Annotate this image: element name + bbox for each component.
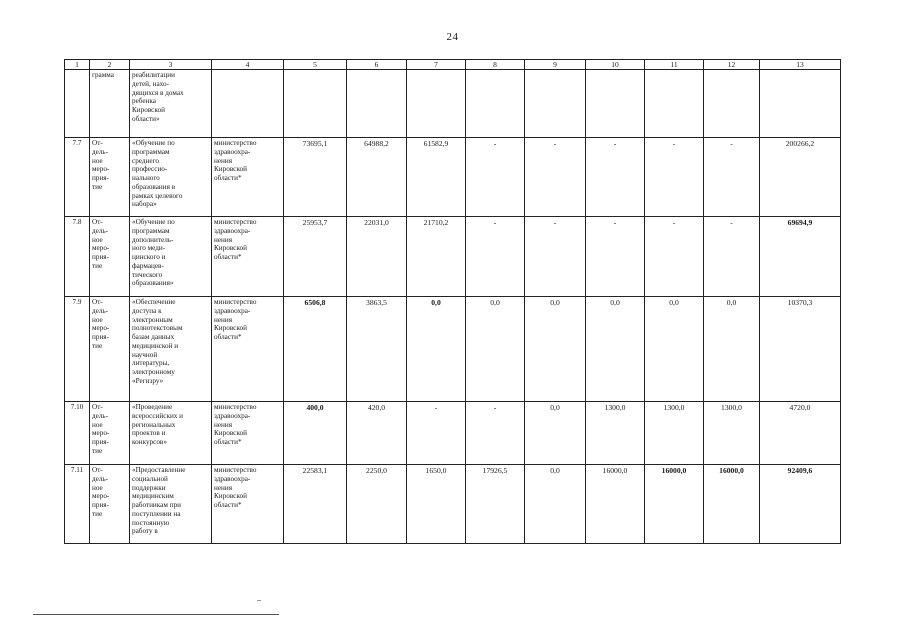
value-cell: 22031,0: [347, 217, 407, 297]
item-type-cell: От- дель- ное меро- прия- тие: [90, 217, 130, 297]
value-cell: 0,0: [525, 465, 586, 544]
item-number-cell: 7.7: [65, 138, 90, 217]
value-cell: 16000,0: [645, 465, 704, 544]
item-number-cell: 7.11: [65, 465, 90, 544]
value-cell: -: [466, 217, 525, 297]
footnote-separator: [33, 614, 279, 615]
value-cell: -: [525, 138, 586, 217]
table-body: [65, 70, 841, 544]
page-number: 24: [446, 31, 459, 43]
value-cell: [760, 70, 841, 138]
item-type-cell: От- дель- ное меро- прия- тие: [90, 297, 130, 402]
value-cell: 22583,1: [284, 465, 347, 544]
value-cell: [525, 70, 586, 138]
executor-cell: министерство здравоохра- нения Кировской области*: [212, 138, 284, 217]
value-cell: -: [407, 402, 466, 465]
column-header: 6: [347, 60, 407, 70]
column-header: 12: [704, 60, 760, 70]
value-cell: [704, 70, 760, 138]
executor-cell: министерство здравоохра- нения Кировской области*: [212, 465, 284, 544]
item-name-cell: «Предоставление социальной поддержки медицинским работникам при поступлении на постоянную работу в: [130, 465, 212, 544]
value-cell: -: [704, 138, 760, 217]
item-number-cell: 7.9: [65, 297, 90, 402]
value-cell: [645, 70, 704, 138]
table-row: [65, 402, 841, 465]
value-cell: 73695,1: [284, 138, 347, 217]
item-type-cell: От- дель- ное меро- прия- тие: [90, 138, 130, 217]
value-cell: [407, 70, 466, 138]
value-cell: -: [704, 217, 760, 297]
value-cell: 0,0: [466, 297, 525, 402]
column-header: 7: [407, 60, 466, 70]
column-header: 2: [90, 60, 130, 70]
value-cell: 1300,0: [645, 402, 704, 465]
item-number-cell: [65, 70, 90, 138]
executor-cell: министерство здравоохра- нения Кировской области*: [212, 217, 284, 297]
value-cell: 6506,8: [284, 297, 347, 402]
item-type-cell: От- дель- ное меро- прия- тие: [90, 465, 130, 544]
value-cell: 21710,2: [407, 217, 466, 297]
column-number-row: [65, 60, 841, 70]
table-row: [65, 297, 841, 402]
value-cell: [466, 70, 525, 138]
value-cell: 200266,2: [760, 138, 841, 217]
item-name-cell: «Проведение всероссийских и региональных проектов и конкурсов»: [130, 402, 212, 465]
value-cell: 0,0: [407, 297, 466, 402]
value-cell: -: [466, 138, 525, 217]
value-cell: 17926,5: [466, 465, 525, 544]
table-row: [65, 217, 841, 297]
value-cell: 16000,0: [586, 465, 645, 544]
value-cell: 1650,0: [407, 465, 466, 544]
table-row: [65, 70, 841, 138]
value-cell: 0,0: [704, 297, 760, 402]
column-header: 4: [212, 60, 284, 70]
value-cell: 3863,5: [347, 297, 407, 402]
value-cell: -: [466, 402, 525, 465]
executor-cell: [212, 70, 284, 138]
value-cell: 64988,2: [347, 138, 407, 217]
value-cell: [347, 70, 407, 138]
value-cell: 2250,0: [347, 465, 407, 544]
value-cell: 16000,0: [704, 465, 760, 544]
item-type-cell: грамма: [90, 70, 130, 138]
value-cell: 4720,0: [760, 402, 841, 465]
item-type-cell: От- дель- ное меро- прия- тие: [90, 402, 130, 465]
column-header: 5: [284, 60, 347, 70]
value-cell: [586, 70, 645, 138]
value-cell: 0,0: [586, 297, 645, 402]
column-header: 11: [645, 60, 704, 70]
value-cell: 10370,3: [760, 297, 841, 402]
item-name-cell: «Обучение по программам среднего профессио- нального образования в рамках целевого набора»: [130, 138, 212, 217]
scan-mark: [257, 600, 261, 601]
column-header: 9: [525, 60, 586, 70]
value-cell: -: [586, 138, 645, 217]
value-cell: 1300,0: [704, 402, 760, 465]
budget-table: [64, 59, 841, 544]
value-cell: -: [525, 217, 586, 297]
item-name-cell: реабилитации детей, нахо- дящихся в домах ребенка Кировской области»: [130, 70, 212, 138]
value-cell: 0,0: [525, 297, 586, 402]
column-header: 13: [760, 60, 841, 70]
value-cell: 0,0: [645, 297, 704, 402]
item-number-cell: 7.10: [65, 402, 90, 465]
value-cell: 1300,0: [586, 402, 645, 465]
table-row: [65, 138, 841, 217]
item-name-cell: «Обучение по программам дополнитель- ного меди- цинского и фармацев- тического образования»: [130, 217, 212, 297]
value-cell: 69694,9: [760, 217, 841, 297]
executor-cell: министерство здравоохра- нения Кировской области*: [212, 297, 284, 402]
item-name-cell: «Обеспечение доступа к электронным полнотекстовым базам данных медицинской и научной литературы, электронному «Регизру»: [130, 297, 212, 402]
value-cell: 0,0: [525, 402, 586, 465]
executor-cell: министерство здравоохра- нения Кировской области*: [212, 402, 284, 465]
value-cell: 61582,9: [407, 138, 466, 217]
value-cell: -: [645, 138, 704, 217]
column-header: 3: [130, 60, 212, 70]
value-cell: 92409,6: [760, 465, 841, 544]
value-cell: 400,0: [284, 402, 347, 465]
table-row: [65, 465, 841, 544]
column-header: 8: [466, 60, 525, 70]
item-number-cell: 7.8: [65, 217, 90, 297]
value-cell: 25953,7: [284, 217, 347, 297]
value-cell: -: [586, 217, 645, 297]
column-header: 1: [65, 60, 90, 70]
value-cell: [284, 70, 347, 138]
column-header: 10: [586, 60, 645, 70]
value-cell: 420,0: [347, 402, 407, 465]
value-cell: -: [645, 217, 704, 297]
